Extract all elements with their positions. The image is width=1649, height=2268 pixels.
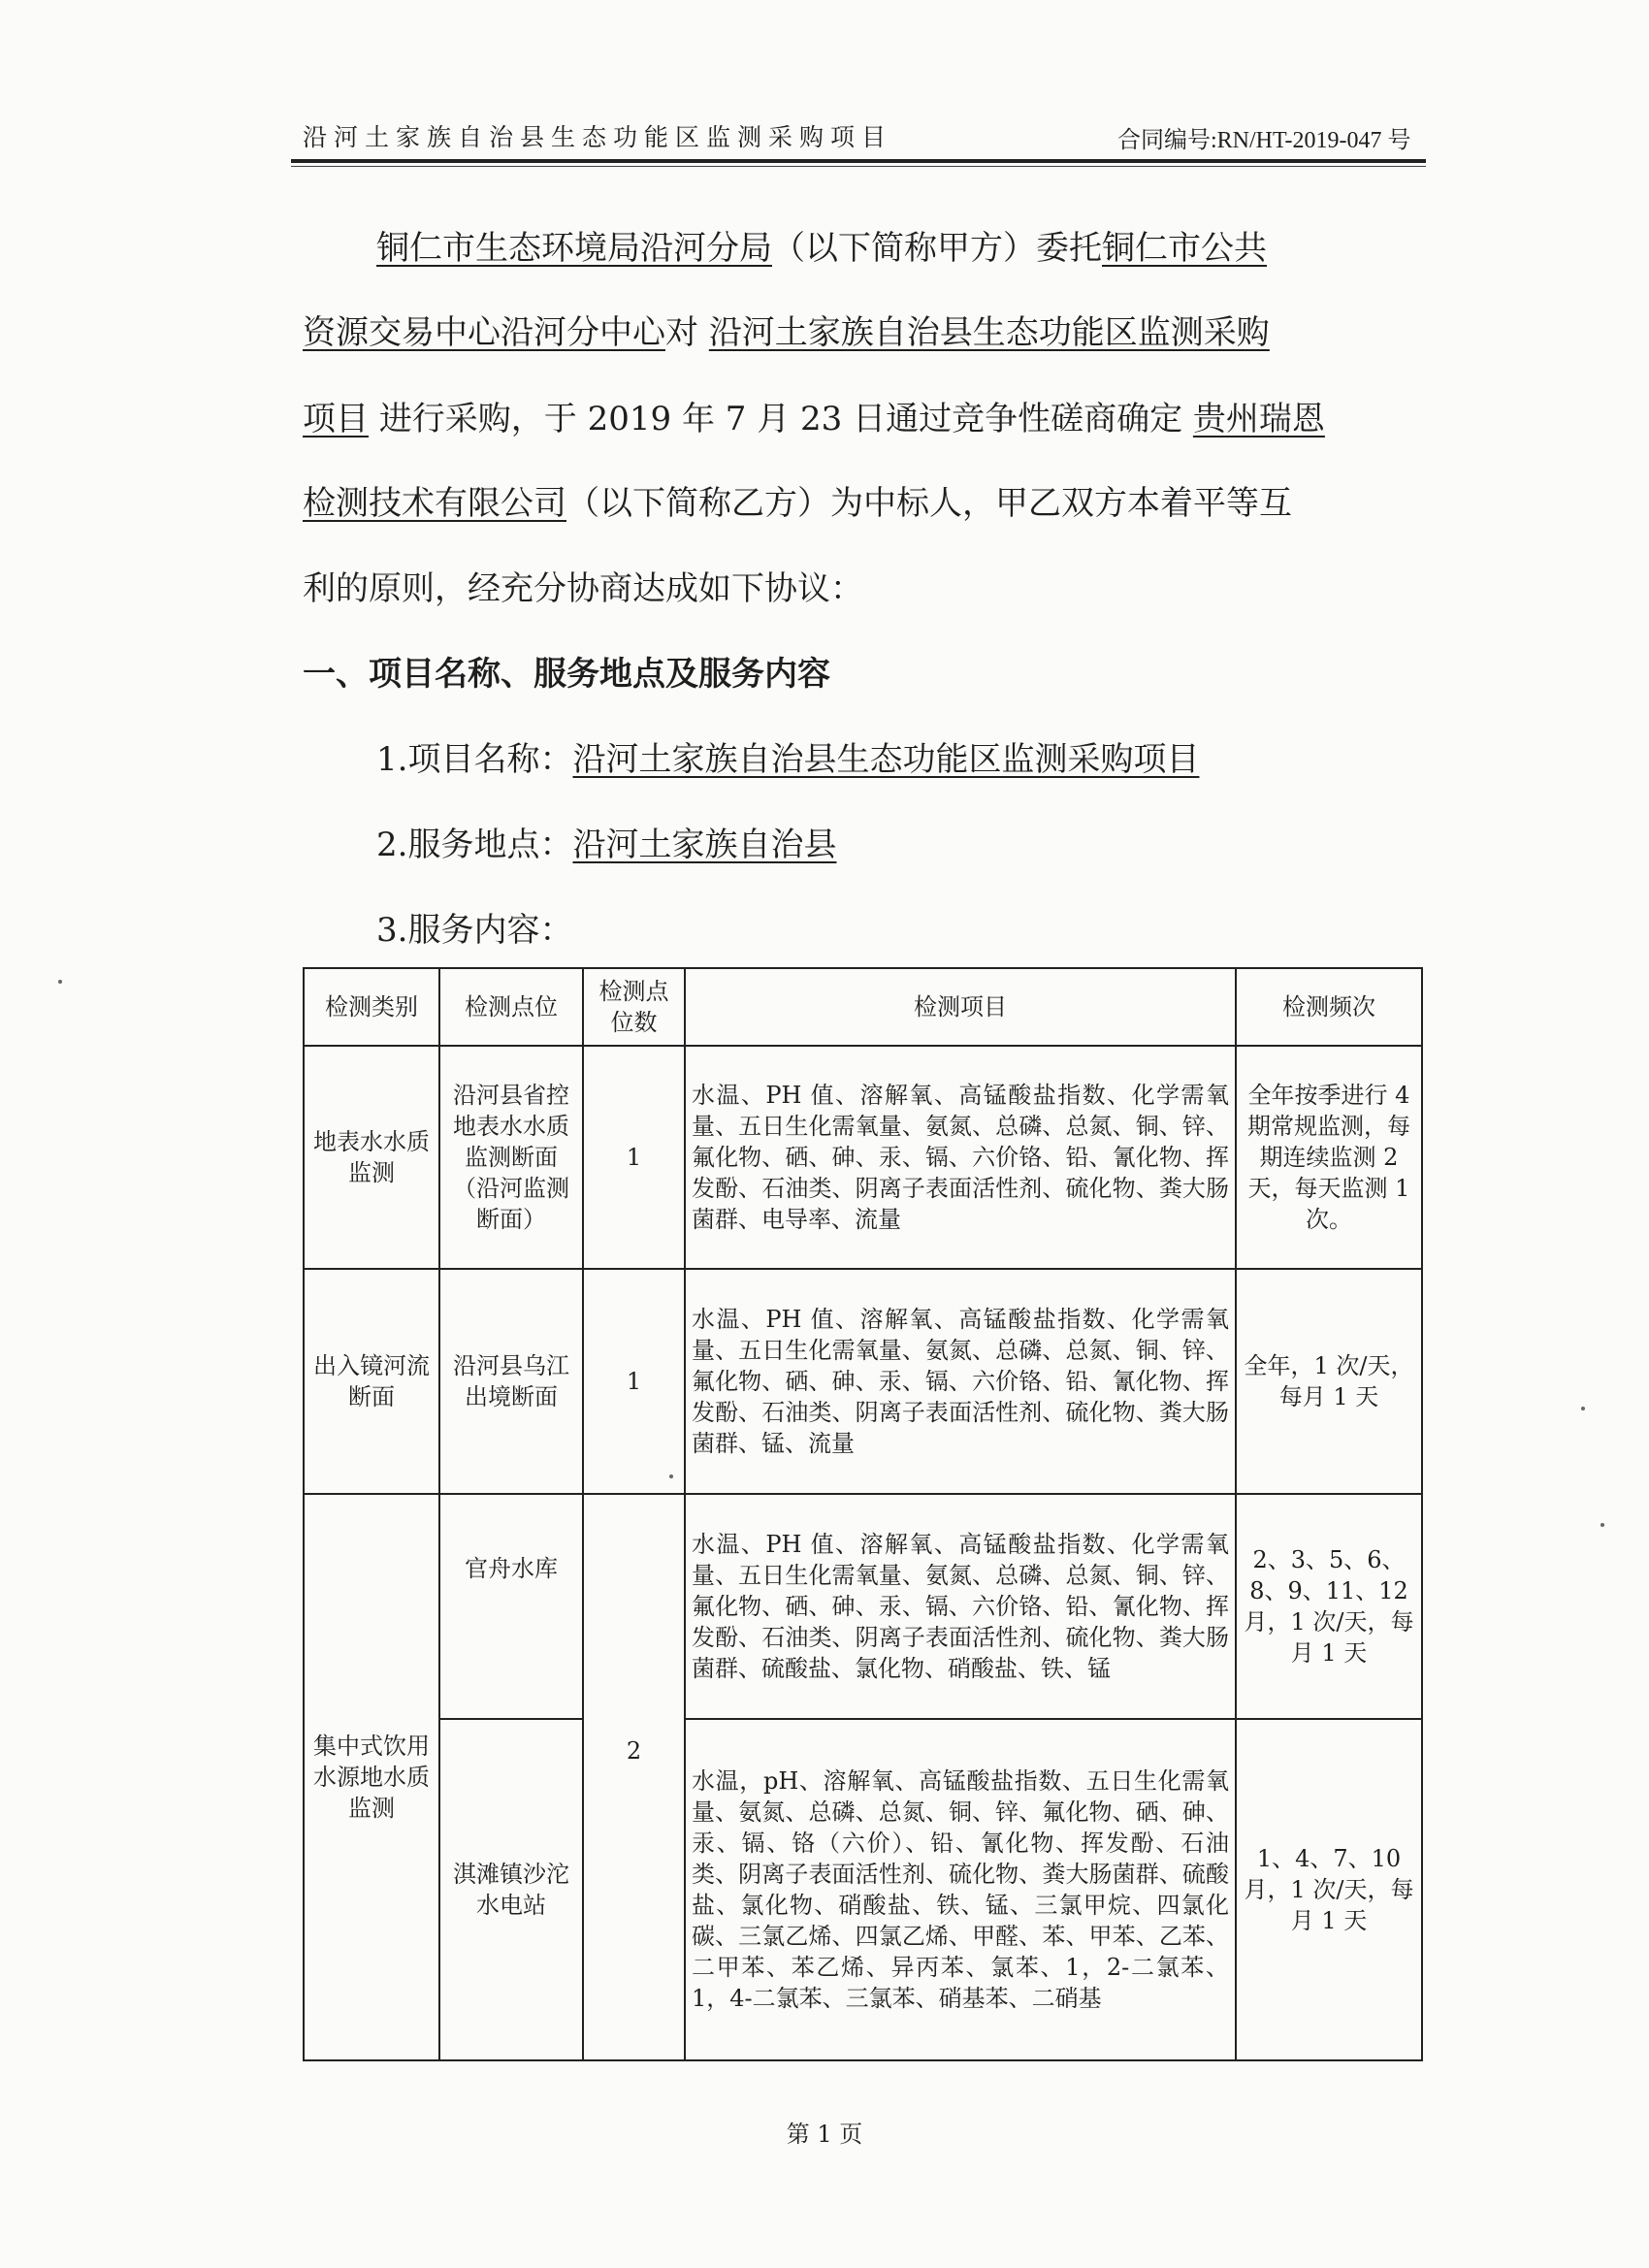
cell-site: 沿河县省控地表水水质监测断面（沿河监测断面） <box>439 1046 583 1269</box>
buyer-name: 铜仁市生态环境局沿河分局 <box>376 229 772 268</box>
intro-line-1: 铜仁市生态环境局沿河分局（以下简称甲方）委托铜仁市公共 <box>376 229 1267 268</box>
cell-site: 淇滩镇沙沱水电站 <box>439 1719 583 2060</box>
table-row <box>304 1494 1422 1719</box>
cell-category: 地表水水质监测 <box>304 1046 439 1269</box>
page-number: 第 1 页 <box>786 2121 863 2148</box>
agency-name-part2: 资源交易中心沿河分中心 <box>303 313 665 352</box>
column-header: 检测频次 <box>1236 968 1422 1046</box>
cell-count: 1 <box>583 1269 685 1494</box>
intro-line-2: 资源交易中心沿河分中心对 沿河土家族自治县生态功能区监测采购 <box>303 313 1270 352</box>
header-project-title: 沿河土家族自治县生态功能区监测采购项目 <box>303 123 893 151</box>
service-table <box>303 967 1423 2061</box>
cell-items: 水温、PH 值、溶解氧、高锰酸盐指数、化学需氧量、五日生化需氧量、氨氮、总磷、总氮、铜、锌、氟化物、硒、砷、汞、镉、六价铬、铅、氰化物、挥发酚、石油类、阴离子表面活性剂、硫化物、粪大肠菌群、硫酸盐、氯化物、硝酸盐、铁、锰 <box>685 1494 1236 1719</box>
intro-line-4: 检测技术有限公司（以下简称乙方）为中标人，甲乙双方本着平等互 <box>303 484 1292 523</box>
scan-speck <box>58 980 62 984</box>
cell-count: 1 <box>583 1046 685 1269</box>
intro-line-3: 项目 进行采购，于 2019 年 7 月 23 日通过竞争性磋商确定 贵州瑞恩 <box>303 400 1325 438</box>
cell-items: 水温、PH 值、溶解氧、高锰酸盐指数、化学需氧量、五日生化需氧量、氨氮、总磷、总氮、铜、锌、氟化物、硒、砷、汞、镉、六价铬、铅、氰化物、挥发酚、石油类、阴离子表面活性剂、硫化物、粪大肠菌群、锰、流量 <box>685 1269 1236 1494</box>
winner-name-part1: 贵州瑞恩 <box>1192 400 1325 438</box>
agency-name-part1: 铜仁市公共 <box>1102 229 1267 268</box>
header-contract-number: 合同编号:RN/HT-2019-047 号 <box>1117 128 1411 153</box>
table-row <box>304 1046 1422 1269</box>
cell-category: 出入镜河流断面 <box>304 1269 439 1494</box>
intro-line-5: 利的原则，经充分协商达成如下协议： <box>303 569 863 608</box>
column-header: 检测点位 <box>439 968 583 1046</box>
item-project-name: 1.项目名称：沿河土家族自治县生态功能区监测采购项目 <box>376 740 1200 779</box>
project-name-part2: 项目 <box>303 400 369 438</box>
cell-items: 水温，pH、溶解氧、高锰酸盐指数、五日生化需氧量、氨氮、总磷、总氮、铜、锌、氟化物、硒、砷、汞、镉、铬（六价）、铅、氰化物、挥发酚、石油类、阴离子表面活性剂、硫化物、粪大肠菌群、硫酸盐、氯化物、硝酸盐、铁、锰、三氯甲烷、四氯化碳、三氯乙烯、四氯乙烯、甲醛、苯、甲苯、乙苯、二甲苯、苯乙烯、异丙苯、氯苯、1，2-二氯苯、1，4-二氯苯、三氯苯、硝基苯、二硝基 <box>685 1719 1236 2060</box>
cell-frequency: 2、3、5、6、8、9、11、12 月，1 次/天，每月 1 天 <box>1236 1494 1422 1719</box>
table-row <box>304 1719 1422 2060</box>
cell-site: 官舟水库 <box>439 1494 583 1719</box>
cell-site: 沿河县乌江出境断面 <box>439 1269 583 1494</box>
section-heading: 一、项目名称、服务地点及服务内容 <box>303 655 830 694</box>
scan-speck <box>1600 1523 1604 1527</box>
cell-frequency: 1、4、7、10 月，1 次/天，每月 1 天 <box>1236 1719 1422 2060</box>
cell-category: 集中式饮用水源地水质监测 <box>304 1494 439 2060</box>
cell-frequency: 全年，1 次/天，每月 1 天 <box>1236 1269 1422 1494</box>
table-row <box>304 1269 1422 1494</box>
cell-count: 2 <box>583 1494 685 2060</box>
project-name-value: 沿河土家族自治县生态功能区监测采购项目 <box>572 740 1200 779</box>
scan-speck <box>669 1474 673 1478</box>
table-header-row <box>304 968 1422 1046</box>
winner-name-part2: 检测技术有限公司 <box>303 484 566 523</box>
column-header: 检测点位数 <box>583 968 685 1046</box>
column-header: 检测类别 <box>304 968 439 1046</box>
column-header: 检测项目 <box>685 968 1236 1046</box>
scan-speck <box>1581 1407 1585 1410</box>
item-service-location: 2.服务地点：沿河土家族自治县 <box>376 826 837 864</box>
header-rule-thin <box>291 166 1426 167</box>
project-name-part1: 沿河土家族自治县生态功能区监测采购 <box>708 313 1270 352</box>
cell-items: 水温、PH 值、溶解氧、高锰酸盐指数、化学需氧量、五日生化需氧量、氨氮、总磷、总氮、铜、锌、氟化物、硒、砷、汞、镉、六价铬、铅、氰化物、挥发酚、石油类、阴离子表面活性剂、硫化物、粪大肠菌群、电导率、流量 <box>685 1046 1236 1269</box>
item-service-content: 3.服务内容： <box>376 911 573 950</box>
header-rule <box>291 159 1426 163</box>
service-location-value: 沿河土家族自治县 <box>572 826 837 864</box>
cell-frequency: 全年按季进行 4 期常规监测，每期连续监测 2 天，每天监测 1 次。 <box>1236 1046 1422 1269</box>
